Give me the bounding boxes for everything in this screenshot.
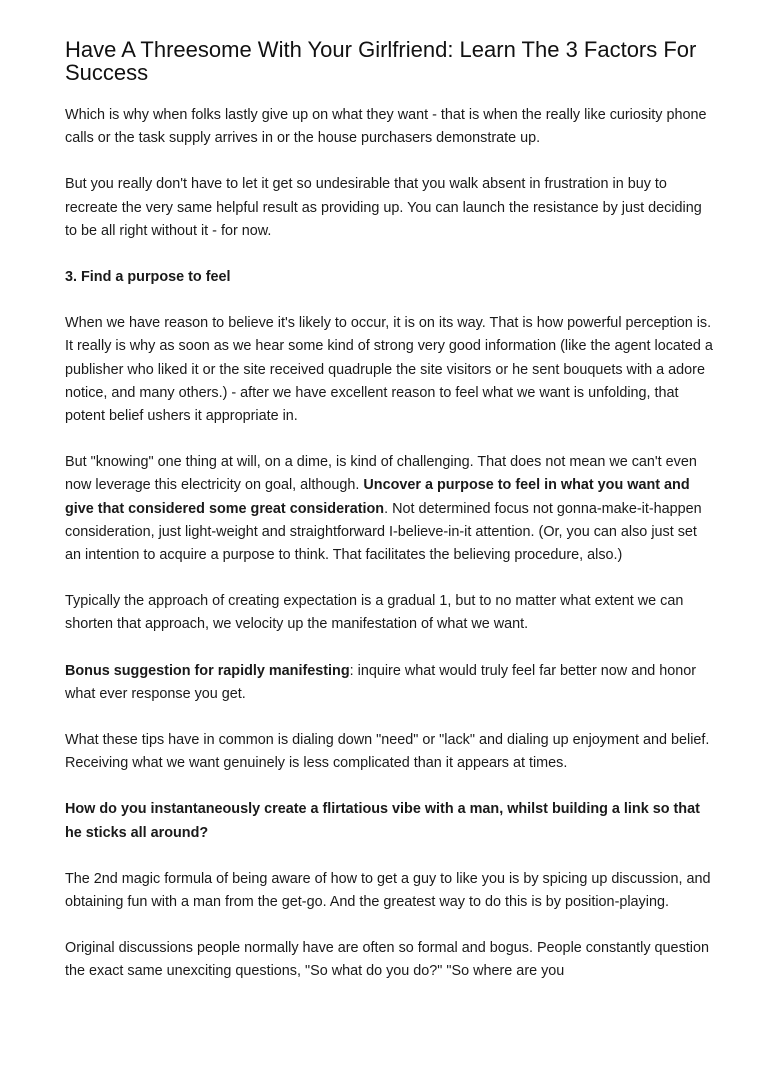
paragraph-6 (65, 660, 715, 706)
paragraph-1: Which is why when folks lastly give up on what they want - that is when the really like curiosity phone calls or the task supply arrives in or the house purchasers demonstrate up. (65, 107, 707, 147)
section-heading-find-purpose: 3. Find a purpose to feel (65, 269, 231, 286)
paragraph-9: Original discussions people normally have are often so formal and bogus. People constantly question the exact same unexciting questions, "So what do you do?" "So where are you (65, 940, 709, 980)
document-body (65, 104, 715, 984)
document-title: Have A Threesome With Your Girlfriend: Learn The 3 Factors For Success (65, 37, 697, 85)
section-heading-flirtatious-vibe: How do you instantaneously create a flirtatious vibe with a man, whilst building a link so that he sticks all around? (65, 801, 700, 841)
paragraph-2: But you really don't have to let it get so undesirable that you walk absent in frustration in buy to recreate the very same helpful result as providing up. You can launch the resistance by just deciding to be all right without it - for now. (65, 176, 702, 239)
paragraph-4-text-a: But "knowing" one thing at will, on a dime, is kind of challenging. That does not mean we can't even now leverage this electricity on goal, although. (65, 454, 697, 494)
paragraph-3: When we have reason to believe it's likely to occur, it is on its way. That is how powerful perception is. It really is why as soon as we hear some kind of strong very good information (like the agent located a publisher who liked it or the site received quadruple the site visitors or he sent bouquets with a adore notice, and many others.) - after we have excellent reason to feel what we want is unfolding, that potent belief ushers it appropriate in. (65, 315, 713, 425)
paragraph-4-bold: Uncover a purpose to feel in what you want and give that considered some great consideration (65, 477, 690, 517)
paragraph-6-bold: Bonus suggestion for rapidly manifesting (65, 662, 350, 679)
paragraph-7: What these tips have in common is dialing down "need" or "lack" and dialing up enjoyment and belief. Receiving what we want genuinely is less complicated than it appears at times. (65, 732, 710, 772)
paragraph-4 (65, 451, 715, 567)
paragraph-5: Typically the approach of creating expectation is a gradual 1, but to no matter what extent we can shorten that approach, we velocity up the manifestation of what we want. (65, 593, 684, 633)
document-page (65, 38, 715, 1007)
paragraph-4-text-b: . Not determined focus not gonna-make-it-happen consideration, just light-weight and straightforward I-believe-in-it attention. (Or, you can also just set an intention to acquire a purpose to think. That facilitates the believing procedure, also.) (65, 500, 702, 564)
paragraph-8: The 2nd magic formula of being aware of how to get a guy to like you is by spicing up discussion, and obtaining fun with a man from the get-go. And the greatest way to do this is by position-playing. (65, 870, 711, 911)
paragraph-6-text: : inquire what would truly feel far better now and honor what ever response you get. (65, 662, 697, 702)
